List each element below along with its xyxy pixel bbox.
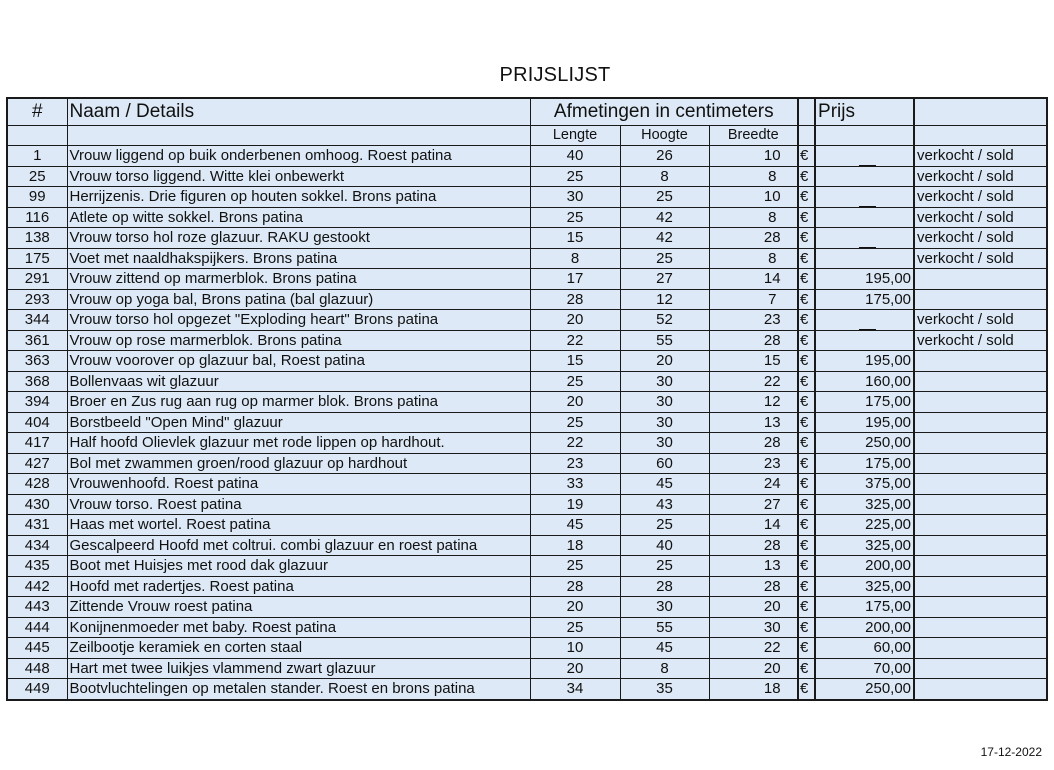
item-status: verkocht / sold (914, 187, 1047, 208)
item-price: 225,00 (815, 515, 914, 536)
item-length: 28 (530, 289, 620, 310)
item-name: Bol met zwammen groen/rood glazuur op hardhout (67, 453, 530, 474)
currency-symbol: € (798, 351, 815, 372)
currency-symbol: € (798, 515, 815, 536)
item-status (914, 576, 1047, 597)
currency-symbol: € (798, 392, 815, 413)
item-name: Vrouw torso liggend. Witte klei onbewerkt (67, 166, 530, 187)
item-number: 448 (7, 658, 67, 679)
item-status (914, 289, 1047, 310)
item-status: verkocht / sold (914, 248, 1047, 269)
item-width: 13 (709, 556, 798, 577)
header-price: Prijs (815, 98, 914, 126)
item-length: 25 (530, 207, 620, 228)
item-status (914, 433, 1047, 454)
item-length: 30 (530, 187, 620, 208)
item-name: Haas met wortel. Roest patina (67, 515, 530, 536)
item-height: 30 (620, 433, 709, 454)
currency-symbol: € (798, 556, 815, 577)
item-width: 7 (709, 289, 798, 310)
item-length: 25 (530, 556, 620, 577)
item-number: 291 (7, 269, 67, 290)
item-name: Boot met Huisjes met rood dak glazuur (67, 556, 530, 577)
item-width: 12 (709, 392, 798, 413)
header-row (7, 98, 1047, 126)
item-status (914, 658, 1047, 679)
item-price: 160,00 (815, 371, 914, 392)
item-height: 26 (620, 146, 709, 167)
item-width: 10 (709, 146, 798, 167)
item-width: 18 (709, 679, 798, 700)
item-height: 43 (620, 494, 709, 515)
subheader-empty (7, 126, 67, 146)
table-row (7, 433, 1047, 454)
currency-symbol: € (798, 474, 815, 495)
currency-symbol: € (798, 166, 815, 187)
item-price: 325,00 (815, 576, 914, 597)
item-number: 175 (7, 248, 67, 269)
item-status (914, 351, 1047, 372)
item-price: 175,00 (815, 597, 914, 618)
item-name: Vrouw voorover op glazuur bal, Roest patina (67, 351, 530, 372)
item-width: 24 (709, 474, 798, 495)
item-height: 30 (620, 392, 709, 413)
subheader-row (7, 126, 1047, 146)
item-length: 18 (530, 535, 620, 556)
currency-symbol: € (798, 494, 815, 515)
item-price (815, 330, 914, 351)
item-status (914, 412, 1047, 433)
item-status (914, 392, 1047, 413)
item-height: 25 (620, 248, 709, 269)
price-list-table (6, 97, 1048, 701)
item-height: 42 (620, 207, 709, 228)
item-length: 22 (530, 330, 620, 351)
item-status: verkocht / sold (914, 166, 1047, 187)
item-status (914, 453, 1047, 474)
item-status (914, 515, 1047, 536)
header-dimensions: Afmetingen in centimeters (530, 98, 798, 126)
item-length: 17 (530, 269, 620, 290)
subheader-empty (815, 126, 914, 146)
table-row (7, 146, 1047, 167)
item-status: verkocht / sold (914, 207, 1047, 228)
table-row (7, 310, 1047, 331)
item-number: 443 (7, 597, 67, 618)
currency-symbol: € (798, 371, 815, 392)
item-name: Vrouw op yoga bal, Brons patina (bal glazuur) (67, 289, 530, 310)
item-width: 30 (709, 617, 798, 638)
item-number: 435 (7, 556, 67, 577)
item-length: 8 (530, 248, 620, 269)
item-length: 20 (530, 597, 620, 618)
item-price (815, 228, 914, 249)
currency-symbol: € (798, 658, 815, 679)
item-price: 195,00 (815, 269, 914, 290)
item-length: 23 (530, 453, 620, 474)
item-number: 428 (7, 474, 67, 495)
currency-symbol: € (798, 412, 815, 433)
item-status (914, 269, 1047, 290)
sold-price-dash (859, 268, 876, 269)
subheader-height: Hoogte (620, 126, 709, 146)
item-status (914, 494, 1047, 515)
currency-symbol: € (798, 330, 815, 351)
item-price: 250,00 (815, 679, 914, 700)
currency-symbol: € (798, 310, 815, 331)
table-row (7, 597, 1047, 618)
item-name: Hoofd met radertjes. Roest patina (67, 576, 530, 597)
item-price (815, 207, 914, 228)
item-status (914, 371, 1047, 392)
item-width: 8 (709, 207, 798, 228)
item-length: 25 (530, 412, 620, 433)
currency-symbol: € (798, 228, 815, 249)
table-row (7, 658, 1047, 679)
currency-symbol: € (798, 433, 815, 454)
item-name: Herrijzenis. Drie figuren op houten sokkel. Brons patina (67, 187, 530, 208)
item-width: 20 (709, 658, 798, 679)
table-row (7, 289, 1047, 310)
item-number: 25 (7, 166, 67, 187)
item-number: 444 (7, 617, 67, 638)
item-name: Voet met naaldhakspijkers. Brons patina (67, 248, 530, 269)
item-number: 445 (7, 638, 67, 659)
currency-symbol: € (798, 207, 815, 228)
item-height: 28 (620, 576, 709, 597)
item-width: 28 (709, 228, 798, 249)
item-name: Half hoofd Olievlek glazuur met rode lippen op hardhout. (67, 433, 530, 454)
sold-price-dash (859, 350, 876, 351)
item-price: 175,00 (815, 453, 914, 474)
item-name: Vrouwenhoofd. Roest patina (67, 474, 530, 495)
table-row (7, 494, 1047, 515)
currency-symbol: € (798, 289, 815, 310)
table-row (7, 412, 1047, 433)
item-height: 8 (620, 166, 709, 187)
table-row (7, 679, 1047, 700)
table-row (7, 371, 1047, 392)
item-price: 375,00 (815, 474, 914, 495)
currency-symbol: € (798, 453, 815, 474)
item-number: 449 (7, 679, 67, 700)
item-length: 25 (530, 371, 620, 392)
subheader-width: Breedte (709, 126, 798, 146)
item-name: Bootvluchtelingen op metalen stander. Roest en brons patina (67, 679, 530, 700)
item-number: 116 (7, 207, 67, 228)
table-row (7, 392, 1047, 413)
item-height: 8 (620, 658, 709, 679)
item-name: Vrouw op rose marmerblok. Brons patina (67, 330, 530, 351)
currency-symbol: € (798, 617, 815, 638)
table-row (7, 453, 1047, 474)
item-width: 10 (709, 187, 798, 208)
table-row (7, 556, 1047, 577)
item-status (914, 535, 1047, 556)
item-height: 30 (620, 597, 709, 618)
page-title: PRIJSLIJST (499, 64, 611, 86)
item-height: 30 (620, 412, 709, 433)
item-name: Vrouw torso. Roest patina (67, 494, 530, 515)
table-row (7, 617, 1047, 638)
item-price: 70,00 (815, 658, 914, 679)
item-height: 55 (620, 330, 709, 351)
table-row (7, 248, 1047, 269)
item-width: 28 (709, 535, 798, 556)
item-number: 427 (7, 453, 67, 474)
item-price: 325,00 (815, 494, 914, 515)
item-number: 430 (7, 494, 67, 515)
table-row (7, 166, 1047, 187)
item-number: 138 (7, 228, 67, 249)
item-width: 15 (709, 351, 798, 372)
item-status: verkocht / sold (914, 228, 1047, 249)
item-number: 344 (7, 310, 67, 331)
item-height: 25 (620, 515, 709, 536)
item-name: Zeilbootje keramiek en corten staal (67, 638, 530, 659)
item-name: Borstbeeld "Open Mind" glazuur (67, 412, 530, 433)
table-row (7, 187, 1047, 208)
item-price: 195,00 (815, 351, 914, 372)
item-width: 28 (709, 576, 798, 597)
currency-symbol: € (798, 269, 815, 290)
item-status: verkocht / sold (914, 310, 1047, 331)
item-height: 52 (620, 310, 709, 331)
item-number: 361 (7, 330, 67, 351)
item-length: 28 (530, 576, 620, 597)
item-price (815, 187, 914, 208)
item-number: 404 (7, 412, 67, 433)
item-width: 8 (709, 166, 798, 187)
item-name: Konijnenmoeder met baby. Roest patina (67, 617, 530, 638)
item-status (914, 556, 1047, 577)
item-length: 45 (530, 515, 620, 536)
table-row (7, 535, 1047, 556)
item-width: 22 (709, 638, 798, 659)
item-number: 417 (7, 433, 67, 454)
subheader-empty (914, 126, 1047, 146)
item-price: 250,00 (815, 433, 914, 454)
item-status (914, 679, 1047, 700)
item-status: verkocht / sold (914, 330, 1047, 351)
item-name: Vrouw torso hol opgezet "Exploding heart" Brons patina (67, 310, 530, 331)
item-width: 28 (709, 330, 798, 351)
item-price (815, 248, 914, 269)
table-row (7, 330, 1047, 351)
item-length: 19 (530, 494, 620, 515)
item-price: 195,00 (815, 412, 914, 433)
item-width: 14 (709, 515, 798, 536)
item-length: 20 (530, 310, 620, 331)
item-width: 14 (709, 269, 798, 290)
item-name: Zittende Vrouw roest patina (67, 597, 530, 618)
header-number: # (7, 98, 67, 126)
table-row (7, 474, 1047, 495)
item-height: 35 (620, 679, 709, 700)
table-row (7, 351, 1047, 372)
subheader-empty (67, 126, 530, 146)
item-width: 20 (709, 597, 798, 618)
currency-symbol: € (798, 535, 815, 556)
item-price: 325,00 (815, 535, 914, 556)
header-name: Naam / Details (67, 98, 530, 126)
item-price (815, 310, 914, 331)
item-width: 13 (709, 412, 798, 433)
subheader-empty (798, 126, 815, 146)
header-currency-empty (798, 98, 815, 126)
item-height: 42 (620, 228, 709, 249)
item-number: 394 (7, 392, 67, 413)
table-row (7, 515, 1047, 536)
item-number: 434 (7, 535, 67, 556)
item-status (914, 638, 1047, 659)
item-price: 200,00 (815, 617, 914, 638)
item-length: 22 (530, 433, 620, 454)
item-number: 363 (7, 351, 67, 372)
item-number: 368 (7, 371, 67, 392)
item-status: verkocht / sold (914, 146, 1047, 167)
item-height: 12 (620, 289, 709, 310)
item-number: 1 (7, 146, 67, 167)
item-height: 45 (620, 474, 709, 495)
item-name: Hart met twee luikjes vlammend zwart glazuur (67, 658, 530, 679)
item-length: 25 (530, 617, 620, 638)
subheader-length: Lengte (530, 126, 620, 146)
item-price: 200,00 (815, 556, 914, 577)
item-height: 27 (620, 269, 709, 290)
item-height: 40 (620, 535, 709, 556)
header-status-empty (914, 98, 1047, 126)
item-width: 27 (709, 494, 798, 515)
currency-symbol: € (798, 576, 815, 597)
table-row (7, 207, 1047, 228)
item-name: Bollenvaas wit glazuur (67, 371, 530, 392)
currency-symbol: € (798, 679, 815, 700)
item-name: Broer en Zus rug aan rug op marmer blok. Brons patina (67, 392, 530, 413)
item-width: 8 (709, 248, 798, 269)
item-length: 25 (530, 166, 620, 187)
item-width: 23 (709, 310, 798, 331)
currency-symbol: € (798, 248, 815, 269)
item-length: 33 (530, 474, 620, 495)
item-status (914, 617, 1047, 638)
item-number: 293 (7, 289, 67, 310)
item-height: 25 (620, 187, 709, 208)
item-name: Vrouw liggend op buik onderbenen omhoog. Roest patina (67, 146, 530, 167)
table-row (7, 638, 1047, 659)
item-price: 60,00 (815, 638, 914, 659)
item-width: 23 (709, 453, 798, 474)
item-name: Vrouw zittend op marmerblok. Brons patina (67, 269, 530, 290)
item-height: 20 (620, 351, 709, 372)
item-number: 442 (7, 576, 67, 597)
item-price (815, 146, 914, 167)
item-length: 20 (530, 658, 620, 679)
item-height: 45 (620, 638, 709, 659)
item-width: 22 (709, 371, 798, 392)
footer-date: 17-12-2022 (980, 745, 1042, 759)
currency-symbol: € (798, 146, 815, 167)
table-row (7, 269, 1047, 290)
table-row (7, 576, 1047, 597)
item-name: Atlete op witte sokkel. Brons patina (67, 207, 530, 228)
currency-symbol: € (798, 597, 815, 618)
item-price: 175,00 (815, 289, 914, 310)
item-height: 25 (620, 556, 709, 577)
item-status (914, 474, 1047, 495)
item-number: 431 (7, 515, 67, 536)
item-length: 10 (530, 638, 620, 659)
item-status (914, 597, 1047, 618)
item-name: Gescalpeerd Hoofd met coltrui. combi glazuur en roest patina (67, 535, 530, 556)
item-price: 175,00 (815, 392, 914, 413)
item-height: 60 (620, 453, 709, 474)
table-row (7, 228, 1047, 249)
item-length: 20 (530, 392, 620, 413)
item-width: 28 (709, 433, 798, 454)
item-height: 30 (620, 371, 709, 392)
item-length: 40 (530, 146, 620, 167)
currency-symbol: € (798, 638, 815, 659)
item-length: 15 (530, 351, 620, 372)
item-name: Vrouw torso hol roze glazuur. RAKU gestookt (67, 228, 530, 249)
item-number: 99 (7, 187, 67, 208)
item-height: 55 (620, 617, 709, 638)
currency-symbol: € (798, 187, 815, 208)
item-length: 34 (530, 679, 620, 700)
item-length: 15 (530, 228, 620, 249)
item-price (815, 166, 914, 187)
